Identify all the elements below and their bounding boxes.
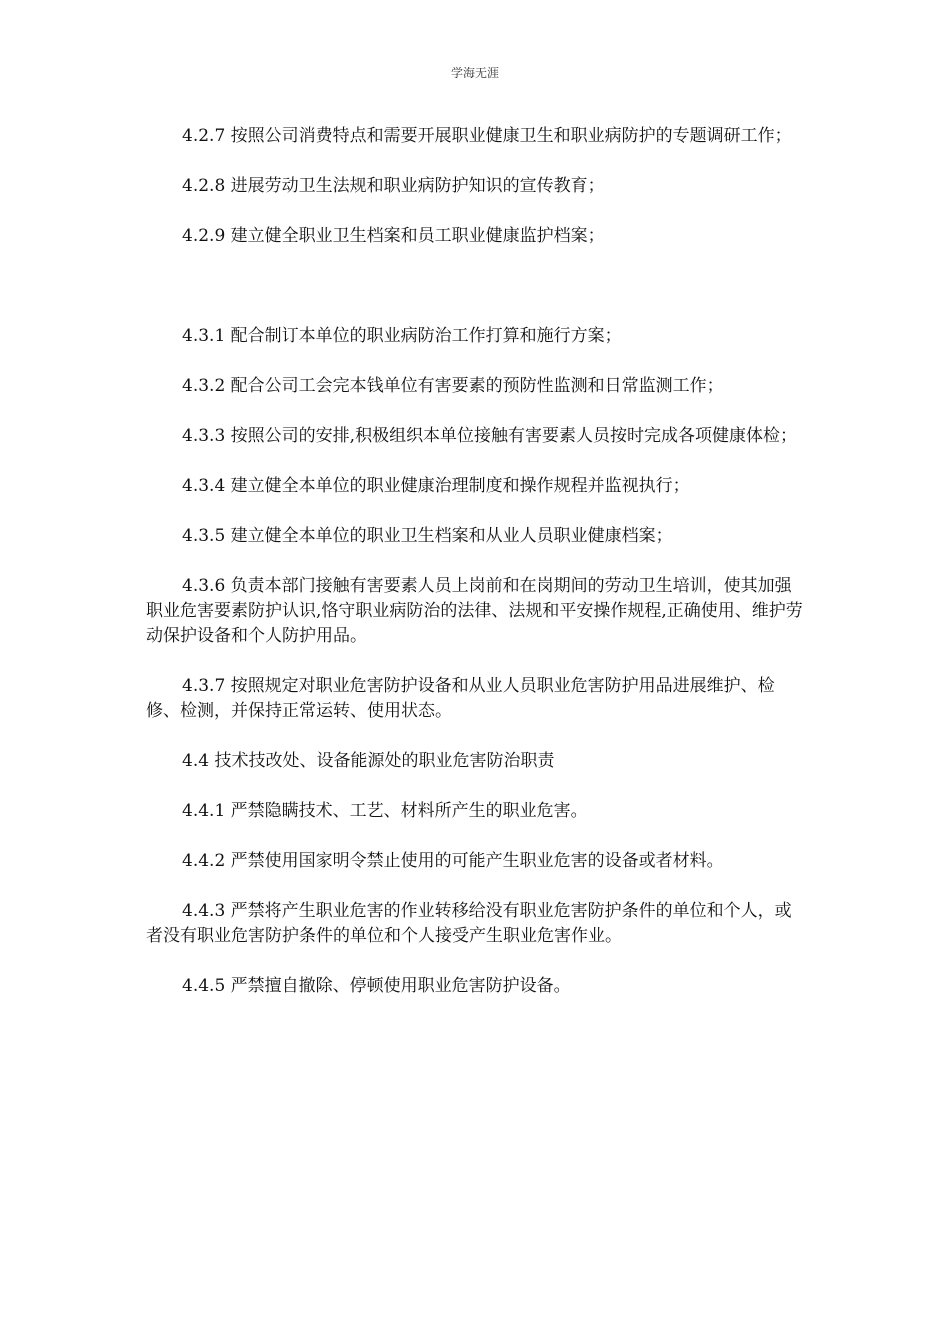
paragraph-4-4-1: 4.4.1 严禁隐瞒技术、工艺、材料所产生的职业危害。 bbox=[182, 801, 588, 821]
paragraph-4-4-5: 4.4.5 严禁擅自撤除、停顿使用职业危害防护设备。 bbox=[182, 976, 571, 996]
paragraph-4-3-7: 4.3.7 按照规定对职业危害防护设备和从业人员职业危害防护用品进展维护、检修、检测，并保持正常运转、使用状态。 bbox=[146, 676, 775, 721]
paragraph-4-3-4: 4.3.4 建立健全本单位的职业健康治理制度和操作规程并监视执行； bbox=[182, 476, 690, 496]
paragraph-4-3-1: 4.3.1 配合制订本单位的职业病防治工作打算和施行方案； bbox=[182, 326, 622, 346]
paragraph-4-2-8: 4.2.8 进展劳动卫生法规和职业病防护知识的宣传教育； bbox=[182, 176, 605, 196]
paragraph-4-3-3: 4.3.3 按照公司的安排,积极组织本单位接触有害要素人员按时完成各项健康体检； bbox=[182, 426, 798, 446]
paragraph-4-4-heading: 4.4 技术技改处、设备能源处的职业危害防治职责 bbox=[182, 751, 555, 771]
paragraph-4-3-5: 4.3.5 建立健全本单位的职业卫生档案和从业人员职业健康档案； bbox=[182, 526, 673, 546]
document-body bbox=[146, 124, 806, 1024]
paragraph-4-3-6: 4.3.6 负责本部门接触有害要素人员上岗前和在岗期间的劳动卫生培训，使其加强职业危害要素防护认识,恪守职业病防治的法律、法规和平安操作规程,正确使用、维护劳动保护设备和个人防护用品。 bbox=[146, 576, 803, 646]
page-header: 学海无涯 bbox=[450, 66, 499, 80]
paragraph-4-2-9: 4.2.9 建立健全职业卫生档案和员工职业健康监护档案； bbox=[182, 226, 605, 246]
blank-gap bbox=[146, 274, 806, 324]
paragraph-4-4-3: 4.4.3 严禁将产生职业危害的作业转移给没有职业危害防护条件的单位和个人，或者没有职业危害防护条件的单位和个人接受产生职业危害作业。 bbox=[146, 901, 792, 946]
paragraph-4-3-2: 4.3.2 配合公司工会完本钱单位有害要素的预防性监测和日常监测工作； bbox=[182, 376, 724, 396]
paragraph-4-4-2: 4.4.2 严禁使用国家明令禁止使用的可能产生职业危害的设备或者材料。 bbox=[182, 851, 724, 871]
paragraph-4-2-7: 4.2.7 按照公司消费特点和需要开展职业健康卫生和职业病防护的专题调研工作； bbox=[182, 126, 792, 146]
